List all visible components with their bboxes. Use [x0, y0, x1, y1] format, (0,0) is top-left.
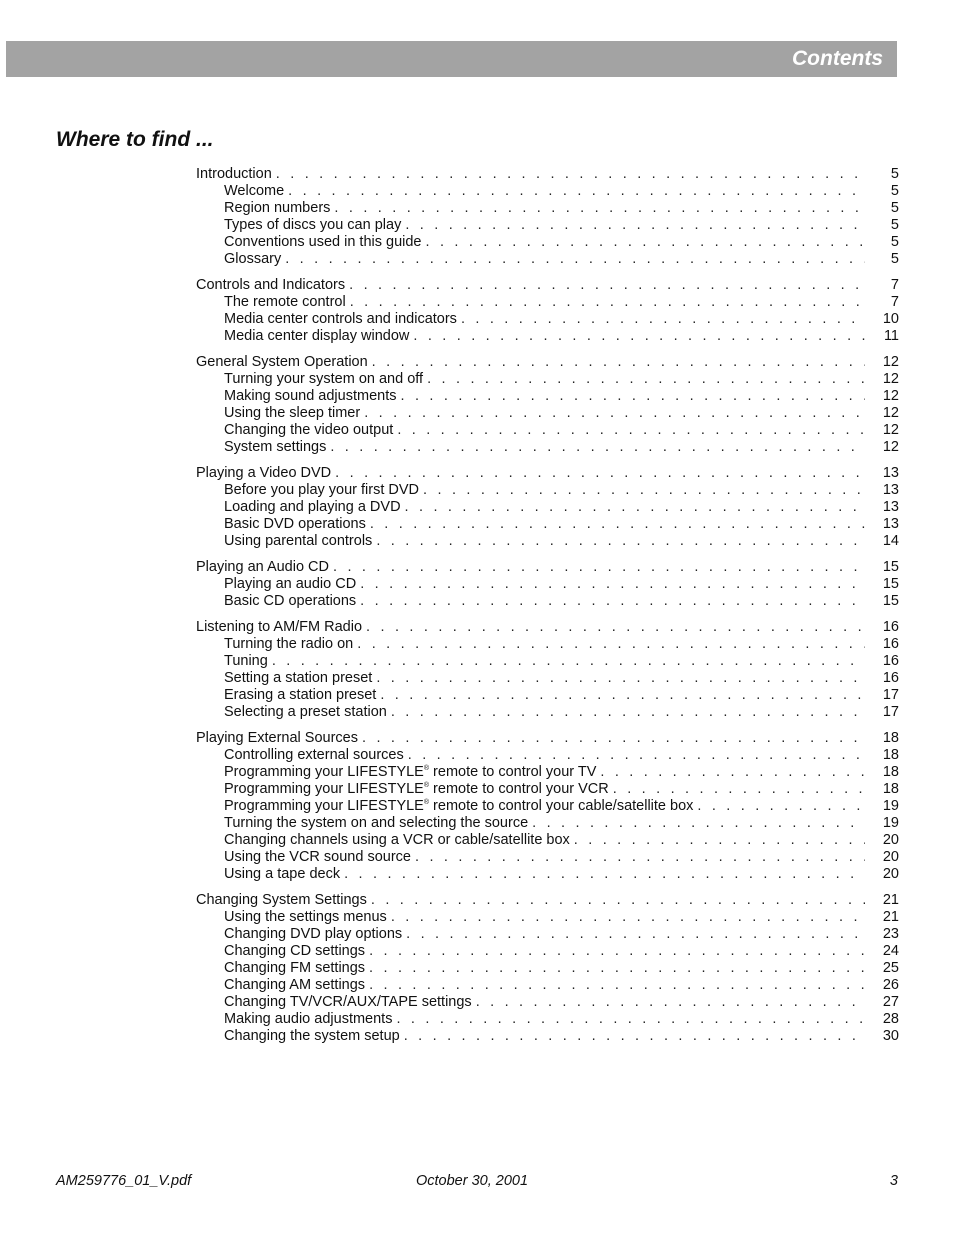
toc-entry-label: Changing the video output [224, 422, 394, 438]
toc-page-number: 17 [882, 687, 899, 703]
toc-entry-label: Conventions used in this guide [224, 234, 422, 250]
toc-page-number: 12 [882, 422, 899, 438]
toc-page-number: 24 [882, 943, 899, 959]
toc-item-row[interactable] [196, 405, 899, 422]
dot-leader [423, 482, 865, 499]
toc-page-number: 13 [882, 499, 899, 515]
toc-page-number: 11 [883, 328, 899, 344]
toc-entry-label: Basic CD operations [224, 593, 357, 609]
dot-leader [369, 977, 865, 994]
toc-entry-label: Tuning [224, 653, 268, 669]
toc-entry-label: Selecting a preset station [224, 704, 387, 720]
toc-item-row[interactable] [196, 909, 899, 926]
toc-page-number: 26 [882, 977, 899, 993]
toc-page-number: 21 [882, 909, 899, 925]
dot-leader [276, 166, 865, 183]
toc-page-number: 20 [882, 866, 899, 882]
toc-page-number: 27 [882, 994, 899, 1010]
section-heading: Where to find ... [56, 128, 214, 151]
toc-page-number: 23 [882, 926, 899, 942]
toc-item-row[interactable] [196, 251, 899, 268]
toc-chapter-row[interactable] [196, 166, 899, 183]
toc-entry-label: Playing an Audio CD [196, 559, 329, 575]
footer-page-number: 3 [889, 1173, 898, 1189]
dot-leader [380, 687, 865, 704]
toc-item-row[interactable] [196, 294, 899, 311]
toc-item-row[interactable] [196, 926, 899, 943]
dot-leader [397, 422, 865, 439]
toc-entry-label: Controls and Indicators [196, 277, 346, 293]
dot-leader [288, 183, 865, 200]
toc-item-row[interactable] [196, 960, 899, 977]
toc-item-row[interactable] [196, 798, 899, 815]
toc-page-number: 5 [890, 217, 899, 233]
toc-entry-label [224, 781, 613, 798]
toc-item-row[interactable] [196, 1011, 899, 1028]
dot-leader [391, 909, 865, 926]
toc-chapter [196, 166, 899, 268]
toc-entry-label: Turning the system on and selecting the source [224, 815, 529, 831]
toc-item-row[interactable] [196, 183, 899, 200]
toc-page-number: 16 [882, 670, 899, 686]
dot-leader [427, 371, 865, 388]
dot-leader [334, 200, 865, 217]
dot-leader [396, 1011, 865, 1028]
toc-chapter-row[interactable] [196, 465, 899, 482]
toc-entry-label: Introduction [196, 166, 272, 182]
toc-item-row[interactable] [196, 815, 899, 832]
dot-leader [476, 994, 865, 1011]
toc-item-row[interactable] [196, 704, 899, 721]
toc-page-number: 28 [882, 1011, 899, 1027]
toc-item-row[interactable] [196, 977, 899, 994]
toc-page-number: 13 [882, 482, 899, 498]
toc-page-number: 18 [882, 730, 899, 746]
toc-page-number: 30 [882, 1028, 899, 1044]
toc-page-number: 5 [890, 251, 899, 267]
dot-leader [333, 559, 865, 576]
toc-item-row[interactable] [196, 200, 899, 217]
toc-entry-label: Using the sleep timer [224, 405, 361, 421]
toc-entry-label: Welcome [224, 183, 285, 199]
dot-leader [366, 619, 865, 636]
toc-item-row[interactable] [196, 516, 899, 533]
toc-chapter [196, 892, 899, 1045]
dot-leader [335, 465, 865, 482]
toc-entry-label: Changing System Settings [196, 892, 367, 908]
toc-item-row[interactable] [196, 576, 899, 593]
toc-page-number: 15 [882, 576, 899, 592]
toc-entry-label: Playing a Video DVD [196, 465, 332, 481]
dot-leader [426, 234, 866, 251]
table-of-contents [196, 166, 899, 1054]
page-title: Contents [792, 47, 883, 70]
toc-page-number: 12 [882, 405, 899, 421]
toc-chapter [196, 465, 899, 550]
toc-entry-label: Turning your system on and off [224, 371, 424, 387]
toc-item-row[interactable] [196, 866, 899, 883]
toc-chapter-row[interactable] [196, 892, 899, 909]
toc-item-row[interactable] [196, 653, 899, 670]
dot-leader [376, 670, 865, 687]
toc-page-number: 5 [890, 200, 899, 216]
toc-page-number: 21 [882, 892, 899, 908]
toc-chapter [196, 354, 899, 456]
toc-entry-label: Loading and playing a DVD [224, 499, 401, 515]
toc-item-row[interactable] [196, 670, 899, 687]
toc-page-number: 25 [882, 960, 899, 976]
toc-entry-label: Changing AM settings [224, 977, 366, 993]
toc-entry-label: Glossary [224, 251, 282, 267]
dot-leader [600, 764, 865, 781]
toc-entry-label: Listening to AM/FM Radio [196, 619, 363, 635]
dot-leader [401, 388, 866, 405]
toc-page-number: 19 [882, 798, 899, 814]
toc-entry-label: Using a tape deck [224, 866, 341, 882]
dot-leader [369, 943, 865, 960]
toc-chapter [196, 277, 899, 345]
footer-document-name: AM259776_01_V.pdf [56, 1173, 192, 1189]
toc-page-number: 12 [882, 354, 899, 370]
dot-leader [405, 217, 865, 234]
toc-entry-label: Changing TV/VCR/AUX/TAPE settings [224, 994, 472, 1010]
toc-entry-label: The remote control [224, 294, 346, 310]
registered-mark: ® [423, 765, 430, 772]
toc-entry-label: Playing External Sources [196, 730, 358, 746]
toc-entry-label [224, 798, 697, 815]
toc-entry-label: Making audio adjustments [224, 1011, 393, 1027]
toc-entry-label: Basic DVD operations [224, 516, 366, 532]
dot-leader [350, 294, 865, 311]
toc-item-row[interactable] [196, 482, 899, 499]
toc-entry-label: Types of discs you can play [224, 217, 402, 233]
toc-item-row[interactable] [196, 328, 899, 345]
toc-page-number: 10 [882, 311, 899, 327]
toc-entry-label: Making sound adjustments [224, 388, 397, 404]
toc-page-number: 16 [882, 619, 899, 635]
dot-leader [362, 730, 865, 747]
toc-entry-label: Changing channels using a VCR or cable/satellite box [224, 832, 570, 848]
dot-leader [330, 439, 865, 456]
toc-entry-label: Controlling external sources [224, 747, 404, 763]
dot-leader [413, 328, 865, 345]
dot-leader [376, 533, 865, 550]
toc-entry-label: Changing CD settings [224, 943, 366, 959]
toc-page-number: 5 [890, 166, 899, 182]
dot-leader [697, 798, 865, 815]
dot-leader [285, 251, 865, 268]
dot-leader [344, 866, 865, 883]
toc-page-number: 17 [882, 704, 899, 720]
toc-entry-label-rest: remote to control your TV [429, 764, 597, 780]
registered-mark: ® [423, 799, 430, 806]
toc-entry-label: Media center controls and indicators [224, 311, 457, 327]
registered-mark: ® [423, 782, 430, 789]
toc-item-row[interactable] [196, 781, 899, 798]
dot-leader [405, 499, 865, 516]
toc-item-row[interactable] [196, 849, 899, 866]
toc-page-number: 5 [890, 234, 899, 250]
toc-page-number: 18 [882, 781, 899, 797]
toc-page-number: 16 [882, 653, 899, 669]
toc-page-number: 16 [882, 636, 899, 652]
toc-page-number: 15 [882, 559, 899, 575]
toc-page-number: 19 [882, 815, 899, 831]
toc-item-row[interactable] [196, 388, 899, 405]
dot-leader [372, 354, 865, 371]
toc-entry-label: Using parental controls [224, 533, 373, 549]
toc-chapter-row[interactable] [196, 354, 899, 371]
toc-page-number: 18 [882, 747, 899, 763]
dot-leader [461, 311, 865, 328]
toc-item-row[interactable] [196, 832, 899, 849]
dot-leader [406, 926, 865, 943]
toc-entry-label: General System Operation [196, 354, 368, 370]
toc-entry-label: Before you play your first DVD [224, 482, 420, 498]
toc-entry-label: Using the VCR sound source [224, 849, 411, 865]
toc-item-row[interactable] [196, 687, 899, 704]
toc-page-number: 13 [882, 516, 899, 532]
toc-item-row[interactable] [196, 533, 899, 550]
toc-chapter [196, 559, 899, 610]
toc-item-row[interactable] [196, 943, 899, 960]
toc-page-number: 15 [882, 593, 899, 609]
dot-leader [272, 653, 865, 670]
toc-item-row[interactable] [196, 234, 899, 251]
toc-item-row[interactable] [196, 994, 899, 1011]
toc-chapter-row[interactable] [196, 730, 899, 747]
toc-entry-label: Setting a station preset [224, 670, 373, 686]
toc-item-row[interactable] [196, 747, 899, 764]
footer-date: October 30, 2001 [416, 1173, 529, 1189]
toc-page-number: 20 [882, 849, 899, 865]
toc-chapter-row[interactable] [196, 559, 899, 576]
toc-page-number: 12 [882, 439, 899, 455]
toc-entry-label-text: Programming your LIFESTYLE [224, 764, 424, 780]
header-bar [6, 41, 897, 77]
toc-page-number: 7 [890, 277, 899, 293]
toc-entry-label: Changing DVD play options [224, 926, 403, 942]
toc-item-row[interactable] [196, 422, 899, 439]
toc-page-number: 5 [890, 183, 899, 199]
toc-item-row[interactable] [196, 636, 899, 653]
toc-page-number: 12 [882, 371, 899, 387]
toc-entry-label: Media center display window [224, 328, 410, 344]
toc-entry-label: Turning the radio on [224, 636, 354, 652]
toc-entry-label: System settings [224, 439, 327, 455]
dot-leader [415, 849, 865, 866]
toc-page-number: 13 [882, 465, 899, 481]
toc-page-number: 20 [882, 832, 899, 848]
toc-page-number: 14 [882, 533, 899, 549]
dot-leader [408, 747, 865, 764]
toc-chapter [196, 619, 899, 721]
toc-entry-label: Changing FM settings [224, 960, 366, 976]
toc-entry-label-text: Programming your LIFESTYLE [224, 781, 424, 797]
toc-entry-label [224, 764, 600, 781]
toc-item-row[interactable] [196, 311, 899, 328]
toc-item-row[interactable] [196, 439, 899, 456]
toc-entry-label: Changing the system setup [224, 1028, 400, 1044]
toc-entry-label: Using the settings menus [224, 909, 387, 925]
dot-leader [360, 593, 865, 610]
toc-item-row[interactable] [196, 371, 899, 388]
dot-leader [349, 277, 865, 294]
toc-entry-label: Region numbers [224, 200, 331, 216]
toc-chapter [196, 730, 899, 883]
dot-leader [360, 576, 865, 593]
toc-page-number: 12 [882, 388, 899, 404]
dot-leader [371, 892, 865, 909]
toc-page-number: 7 [890, 294, 899, 310]
toc-entry-label-rest: remote to control your cable/satellite box [429, 798, 694, 814]
toc-chapter-row[interactable] [196, 619, 899, 636]
dot-leader [364, 405, 865, 422]
toc-entry-label-text: Programming your LIFESTYLE [224, 798, 424, 814]
toc-item-row[interactable] [196, 593, 899, 610]
dot-leader [391, 704, 865, 721]
toc-page-number: 18 [882, 764, 899, 780]
dot-leader [404, 1028, 865, 1045]
toc-entry-label: Erasing a station preset [224, 687, 377, 703]
dot-leader [532, 815, 865, 832]
toc-entry-label: Playing an audio CD [224, 576, 357, 592]
toc-item-row[interactable] [196, 499, 899, 516]
toc-entry-label-rest: remote to control your VCR [429, 781, 609, 797]
dot-leader [369, 960, 865, 977]
dot-leader [613, 781, 865, 798]
toc-item-row[interactable] [196, 217, 899, 234]
toc-item-row[interactable] [196, 764, 899, 781]
dot-leader [574, 832, 865, 849]
toc-item-row[interactable] [196, 1028, 899, 1045]
dot-leader [370, 516, 865, 533]
toc-chapter-row[interactable] [196, 277, 899, 294]
dot-leader [357, 636, 865, 653]
